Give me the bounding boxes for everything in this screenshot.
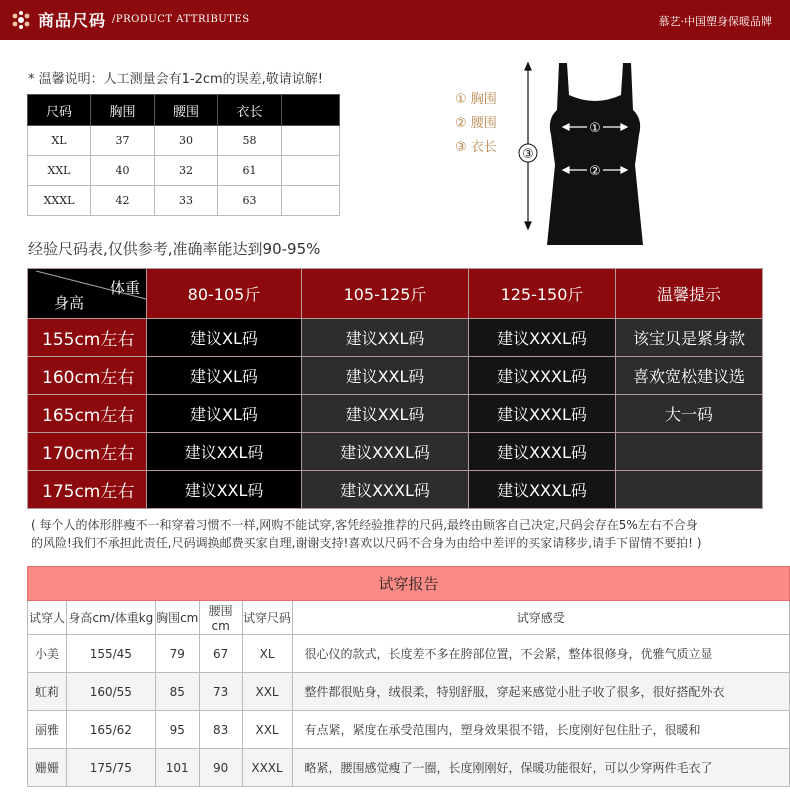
experience-row [28,433,763,471]
report-row [28,673,790,711]
diagram-label-1: ① [589,121,601,136]
report-row [28,749,790,787]
row-height-label: 165cm左右 [28,395,147,433]
size-row [28,186,340,216]
size-suggestion: 建议XL码 [147,319,302,357]
size-table-header [28,95,340,126]
tip-text: 喜欢宽松建议选 [616,357,763,395]
size-cell: XXXL [28,186,91,216]
experience-row [28,395,763,433]
legend-waist: ② 腰围 [455,116,497,131]
waist-cell: 33 [155,186,218,216]
tester-waist: 83 [199,711,242,749]
experience-row [28,319,763,357]
corner-height-label: 身高 [54,294,85,312]
length-cell: 61 [218,156,282,186]
tip-text: 该宝贝是紧身款 [616,319,763,357]
report-header-height-weight: 身高cm/体重kg [66,601,155,635]
tester-chest: 79 [155,635,199,673]
tester-name: 丽雅 [28,711,67,749]
size-header-size: 尺码 [28,95,91,126]
tank-top-diagram [515,55,675,250]
tester-height-weight: 155/45 [66,635,155,673]
report-row [28,711,790,749]
header-title: 商品尺码 [38,11,107,30]
diagram-label-3: ③ [522,147,534,162]
row-height-label: 170cm左右 [28,433,147,471]
measurement-legend [455,88,497,160]
chest-cell: 42 [91,186,155,216]
tester-chest: 95 [155,711,199,749]
size-row [28,126,340,156]
size-cell: XXL [28,156,91,186]
fitting-report-table [27,566,790,787]
report-title-row [28,567,790,601]
tester-height-weight: 175/75 [66,749,155,787]
tester-waist: 90 [199,749,242,787]
header-brand: 慕艺·中国塑身保暖品牌 [658,15,772,28]
size-suggestion: 建议XXXL码 [469,471,616,509]
size-suggestion: 建议XXXL码 [469,395,616,433]
waist-cell: 32 [155,156,218,186]
header-banner [0,0,790,40]
blank-cell [282,126,340,156]
report-header-chest: 胸围cm [155,601,199,635]
size-suggestion: 建议XXL码 [302,357,469,395]
size-suggestion: 建议XXXL码 [302,433,469,471]
report-row [28,635,790,673]
row-height-label: 160cm左右 [28,357,147,395]
corner-cell [28,269,147,319]
report-header-waist: 腰围cm [199,601,242,635]
size-header-length: 衣长 [218,95,282,126]
tester-feeling: 整件都很贴身，绒很柔，特别舒服，穿起来感觉小肚子收了很多，很好搭配外衣 [292,673,789,711]
size-row [28,156,340,186]
tester-feeling: 有点紧，紧度在承受范围内，塑身效果很不错，长度刚好包住肚子，很暖和 [292,711,789,749]
size-suggestion: 建议XXXL码 [469,357,616,395]
legend-chest: ① 胸围 [455,92,497,107]
col-weight-125-150: 125-150斤 [469,269,616,319]
flower-ornament-icon [10,10,32,30]
tester-name: 小美 [28,635,67,673]
tester-size: XXXL [242,749,292,787]
chest-cell: 40 [91,156,155,186]
corner-weight-label: 体重 [109,279,140,297]
experience-row [28,471,763,509]
disclaimer-line-1: ( 每个人的体形胖瘦不一和穿着习惯不一样,网购不能试穿,客凭经验推荐的尺码,最终由顾客自己决定,尺码会存在5%左右不合身 [31,518,698,532]
tester-chest: 101 [155,749,199,787]
tip-text [616,471,763,509]
size-suggestion: 建议XXL码 [147,471,302,509]
size-cell: XL [28,126,91,156]
size-suggestion: 建议XXL码 [302,319,469,357]
blank-cell [282,186,340,216]
tester-size: XL [242,635,292,673]
col-tips: 温馨提示 [616,269,763,319]
size-suggestion: 建议XXL码 [147,433,302,471]
diagram-label-2: ② [589,164,601,179]
size-suggestion: 建议XXL码 [302,395,469,433]
blank-cell [282,156,340,186]
measurement-note: * 温馨说明：人工测量会有1-2cm的误差,敬请谅解! [28,72,324,87]
size-suggestion: 建议XXXL码 [469,319,616,357]
disclaimer [31,516,771,552]
tester-name: 虹莉 [28,673,67,711]
report-header-tester: 试穿人 [28,601,67,635]
length-cell: 63 [218,186,282,216]
tester-feeling: 很心仪的款式，长度差不多在胯部位置，不会紧，整体很修身，优雅气质立显 [292,635,789,673]
tester-feeling: 略紧，腰围感觉瘦了一圈，长度刚刚好，保暖功能很好，可以少穿两件毛衣了 [292,749,789,787]
experience-size-table [27,268,763,509]
size-header-blank [282,95,340,126]
size-suggestion: 建议XXXL码 [469,433,616,471]
waist-cell: 30 [155,126,218,156]
tip-text: 大一码 [616,395,763,433]
report-header-size: 试穿尺码 [242,601,292,635]
tester-size: XXL [242,711,292,749]
tank-top-silhouette-icon [547,63,643,245]
tester-waist: 67 [199,635,242,673]
size-suggestion: 建议XL码 [147,395,302,433]
tester-height-weight: 160/55 [66,673,155,711]
tester-chest: 85 [155,673,199,711]
experience-row [28,357,763,395]
disclaimer-line-2: 的风险!我们不承担此责任,尺码调换邮费买家自理,谢谢支持!喜欢以尺码不合身为由给中差评的买家请移步,请手下留情不要拍! ) [31,536,702,550]
experience-header-row [28,269,763,319]
legend-length: ③ 衣长 [455,140,497,155]
tester-waist: 73 [199,673,242,711]
header-subtitle: /PRODUCT ATTRIBUTES [112,14,250,25]
length-cell: 58 [218,126,282,156]
tester-height-weight: 165/62 [66,711,155,749]
chest-cell: 37 [91,126,155,156]
row-height-label: 175cm左右 [28,471,147,509]
tester-name: 姗姗 [28,749,67,787]
row-height-label: 155cm左右 [28,319,147,357]
size-suggestion: 建议XXXL码 [302,471,469,509]
tester-size: XXL [242,673,292,711]
col-weight-80-105: 80-105斤 [147,269,302,319]
report-title: 试穿报告 [28,567,790,601]
size-suggestion: 建议XL码 [147,357,302,395]
col-weight-105-125: 105-125斤 [302,269,469,319]
size-table [27,94,340,216]
experience-title: 经验尺码表,仅供参考,准确率能达到90-95% [28,240,321,258]
size-header-chest: 胸围 [91,95,155,126]
report-header-feeling: 试穿感受 [292,601,789,635]
tip-text [616,433,763,471]
size-header-waist: 腰围 [155,95,218,126]
report-header-row [28,601,790,635]
